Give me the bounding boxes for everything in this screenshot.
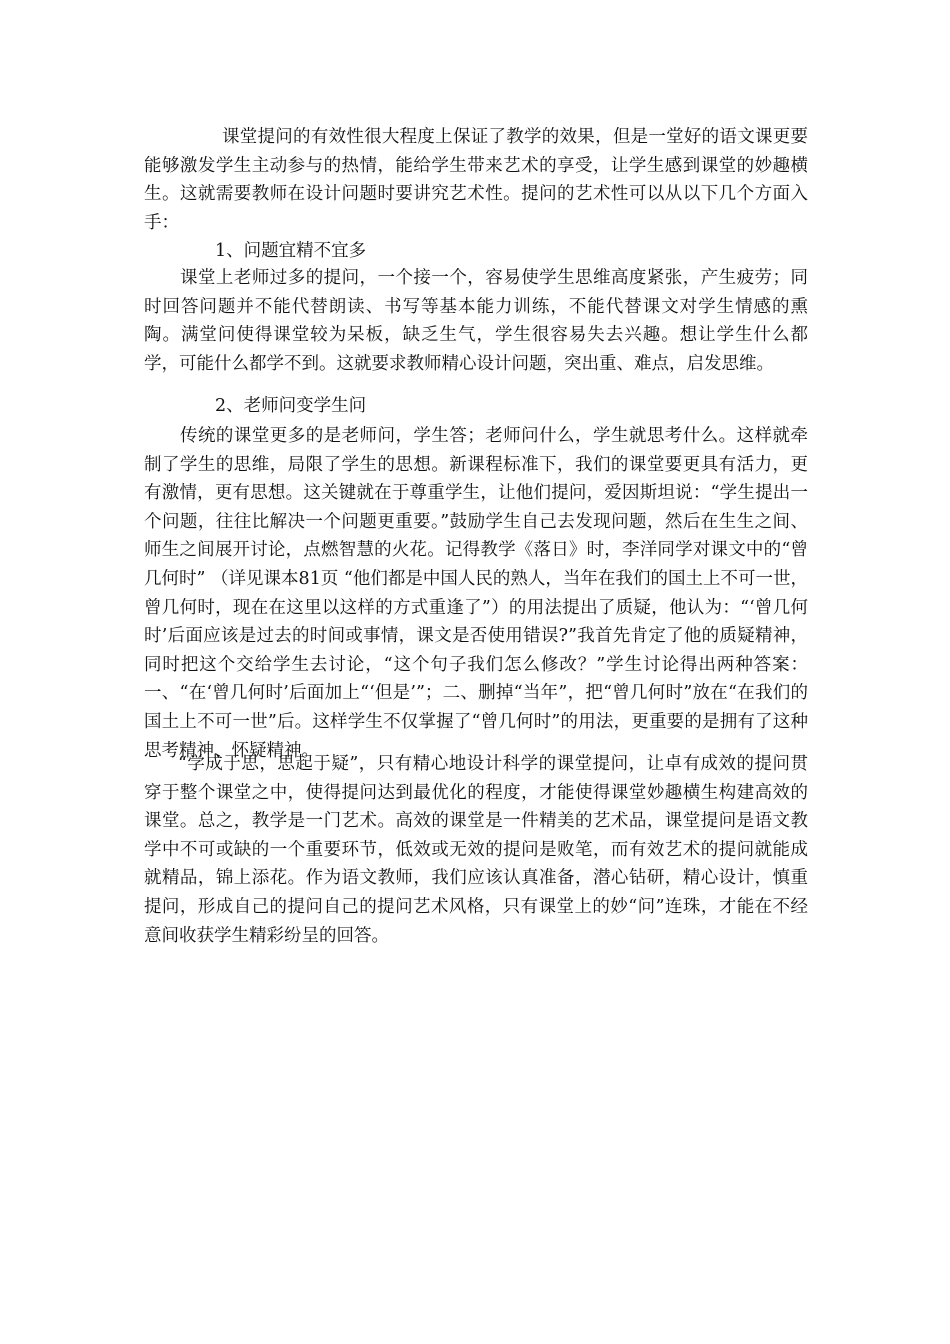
section-2-paragraph: 传统的课堂更多的是老师问，学生答；老师问什么，学生就思考什么。这样就牵制了学生的思维，局限了学生的思想。新课程标准下，我们的课堂要更具有活力，更有激情，更有思想。这关键就在于尊重学生，让他们提问，爱因斯坦说：“学生提出一个问题，往往比解决一个问题更重要。”鼓励学生自己去发现问题，然后在生生之间、师生之间展开讨论，点燃智慧的火花。记得教学《落日》时，李洋同学对课文中的“曾几何时” （详见课本81页 “他们都是中国人民的熟人，当年在我们的国土上不可一世，曾几何时，现在在这里以这样的方式重逢了”）的用法提出了质疑，他认为：“‘曾几何时’后面应该是过去的时间或事情，课文是否使用错误?”我首先肯定了他的质疑精神，同时把这个交给学生去讨论，“这个句子我们怎么修改？”学生讨论得出两种答案：一、“在‘曾几何时’后面加上“‘但是’”；二、删掉“当年”，把“曾几何时”放在“在我们的国土上不可一世”后。这样学生不仅掌握了“曾几何时”的用法，更重要的是拥有了这种思考精神、怀疑精神。 xyxy=(144,426,808,761)
section-1-paragraph: 课堂上老师过多的提问，一个接一个，容易使学生思维高度紧张，产生疲劳；同时回答问题并不能代替朗读、书写等基本能力训练，不能代替课文对学生情感的熏陶。满堂问使得课堂较为呆板，缺乏生气，学生很容易失去兴趣。想让学生什么都学，可能什么都学不到。这就要求教师精心设计问题，突出重、难点，启发思维。 xyxy=(144,268,808,374)
section-heading-2: 2、老师问变学生问 xyxy=(215,396,367,416)
conclusion-paragraph: “学成于思，思起于疑”，只有精心地设计科学的课堂提问，让卓有成效的提问贯穿于整个课堂之中，使得提问达到最优化的程度，才能使得课堂妙趣横生构建高效的课堂。总之，教学是一门艺术。高效的课堂是一件精美的艺术品，课堂提问是语文教学中不可或缺的一个重要环节，低效或无效的提问是败笔，而有效艺术的提问就能成就精品，锦上添花。作为语文教师，我们应该认真准备，潜心钻研，精心设计，慎重提问，形成自己的提问自己的提问艺术风格，只有课堂上的妙“问”连珠，才能在不经意间收获学生精彩纷呈的回答。 xyxy=(144,754,808,946)
intro-paragraph: 课堂提问的有效性很大程度上保证了教学的效果，但是一堂好的语文课更要能够激发学生主动参与的热情，能给学生带来艺术的享受，让学生感到课堂的妙趣横生。这就需要教师在设计问题时要讲究艺术性。提问的艺术性可以从以下几个方面入手： xyxy=(144,127,808,233)
section-heading-1: 1、问题宜精不宜多 xyxy=(215,241,367,261)
